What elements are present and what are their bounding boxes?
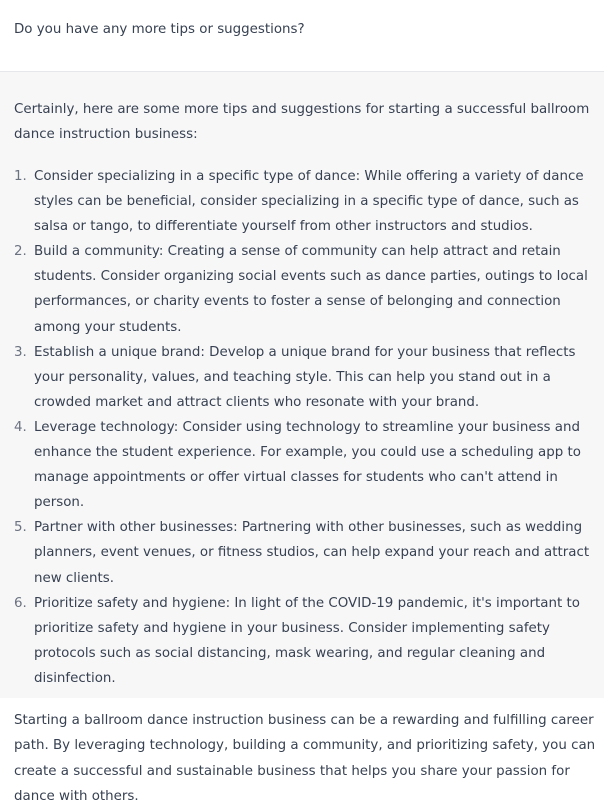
list-item-number: 4. [14,419,27,435]
list-item [14,340,596,415]
list-item-text[interactable]: Partner with other businesses: Partnering with other businesses, such as wedding planners, event venues, or fitness studios, can help expand your reach and attract new clients. [34,520,590,586]
list-item [14,591,596,691]
list-item [14,515,596,590]
list-item-number: 6. [14,595,27,611]
list-item-text[interactable]: Prioritize safety and hygiene: In light of the COVID-19 pandemic, it's important to prioritize safety and hygiene in your business. Consider implementing safety protocols such as social distancing, mask wearing, and regular cleaning and disinfection. [34,595,580,686]
list-item-number: 1. [14,169,27,184]
list-item [14,239,596,339]
list-item-number: 2. [14,244,27,260]
list-item-text[interactable]: Leverage technology: Consider using technology to streamline your business and enhance the student experience. For example, you could use a scheduling app to manage appointments or offer virtual classes for students who can't attend in person. [34,419,581,511]
list-item-number: 5. [14,520,27,536]
list-item-number: 3. [14,344,27,360]
assistant-message [0,72,604,804]
list-item [14,164,596,239]
assistant-intro[interactable]: Certainly, here are some more tips and suggestions for starting a successful ballroom dance instruction business: [14,102,590,142]
tips-list [14,164,596,691]
assistant-closing[interactable]: Starting a ballroom dance instruction business can be a rewarding and fulfilling career path. By leveraging technology, building a community, and prioritizing safety, you can create a successful and sustainable business that helps you share your passion for dance with others. [14,712,596,804]
list-item-text[interactable]: Consider specializing in a specific type of dance: While offering a variety of dance styles can be beneficial, consider specializing in a specific type of dance, such as salsa or tango, to differentiate yourself from other instructors and studios. [34,169,584,235]
list-item-text[interactable]: Establish a unique brand: Develop a unique brand for your business that reflects your personality, values, and teaching style. This can help you stand out in a crowded market and attract clients who resonate with your brand. [34,344,576,410]
user-message [0,0,604,72]
list-item [14,415,596,515]
list-item-text[interactable]: Build a community: Creating a sense of community can help attract and retain students. Consider organizing social events such as dance parties, outings to local performances, or charity events to foster a sense of belonging and connection among your students. [34,244,588,335]
user-message-text[interactable]: Do you have any more tips or suggestions? [14,22,305,37]
